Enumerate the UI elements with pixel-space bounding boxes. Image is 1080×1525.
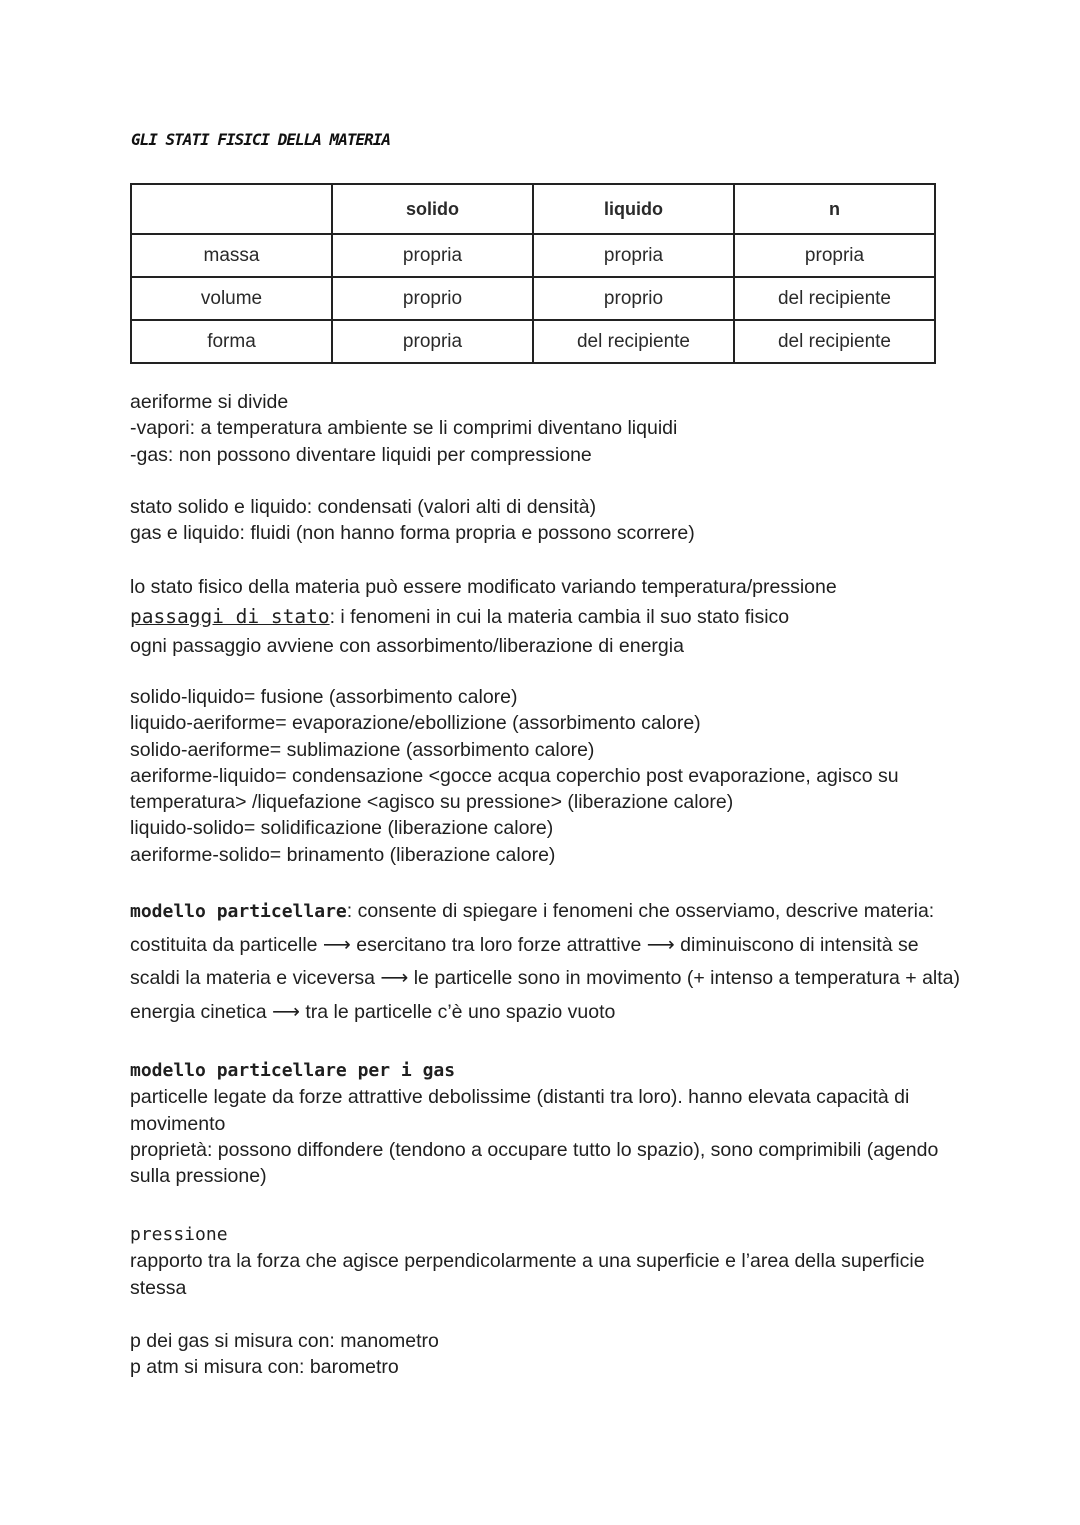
table-header-cell: n: [734, 184, 935, 234]
modello-heading: modello particellare: [130, 901, 347, 922]
table-header-cell: [131, 184, 332, 234]
passaggi-term: passaggi di stato: [130, 605, 330, 628]
text-line: proprietà: possono diffondere (tendono a occupare tutto lo spazio), sono comprimibili (agendo sulla pressione): [130, 1138, 939, 1188]
states-table: [130, 183, 936, 364]
text-line: solido-liquido= fusione (assorbimento calore): [130, 686, 518, 708]
modello-text: : consente di spiegare i fenomeni che osserviamo, descrive materia: costituita da particelle ⟶ esercitano tra loro forze attrattive ⟶ diminuiscono di intensità se scaldi la materia e viceversa ⟶ le particelle sono in movimento (+ intenso a temperatura + alta) energia cinetica ⟶ tra le particelle c’è uno spazio vuoto: [130, 900, 961, 1023]
text-line: liquido-aeriforme= evaporazione/ebollizione (assorbimento calore): [130, 712, 701, 735]
table-cell: propria: [332, 234, 533, 277]
text-line: aeriforme-liquido= condensazione <gocce acqua coperchio post evaporazione, agisco su temperatura> /liquefazione <agisco su pressione> (liberazione calore): [130, 764, 899, 814]
condensati-section: [130, 494, 960, 547]
transizioni-section: [130, 684, 960, 868]
text-line: aeriforme-solido= brinamento (liberazione calore): [130, 843, 556, 866]
pressione-heading: pressione: [130, 1224, 228, 1245]
table-cell: propria: [734, 234, 935, 277]
text-line: aeriforme si divide: [130, 391, 289, 413]
table-row-label: forma: [131, 320, 332, 363]
table-header-cell: solido: [332, 184, 533, 234]
aeriforme-section: [130, 389, 960, 468]
table-row-label: volume: [131, 277, 332, 320]
page-title: GLI STATI FISICI DELLA MATERIA: [131, 130, 390, 149]
modello-paragraph: [130, 895, 960, 1029]
table-row-label: massa: [131, 234, 332, 277]
table-cell: del recipiente: [734, 277, 935, 320]
modello-gas-section: [130, 1058, 960, 1189]
text-line: stato solido e liquido: condensati (valori alti di densità): [130, 496, 597, 518]
table-row: [131, 320, 935, 363]
table-cell: del recipiente: [734, 320, 935, 363]
table-cell: propria: [332, 320, 533, 363]
text-line: -vapori: a temperatura ambiente se li comprimi diventano liquidi: [130, 417, 678, 440]
table-header-row: [131, 184, 935, 234]
text-line: solido-aeriforme= sublimazione (assorbimento calore): [130, 738, 595, 761]
text-line: particelle legate da forze attrattive debolissime (distanti tra loro). hanno elevata capacità di movimento: [130, 1086, 910, 1135]
passaggi-section: [130, 573, 960, 661]
table-header-cell: liquido: [533, 184, 734, 234]
table-cell: del recipiente: [533, 320, 734, 363]
text-line: lo stato fisico della materia può essere modificato variando temperatura/pressione: [130, 576, 837, 598]
table-cell: proprio: [332, 277, 533, 320]
table-row: [131, 234, 935, 277]
text-line: [130, 602, 960, 632]
pressione-section: [130, 1222, 960, 1301]
text-line: p dei gas si misura con: manometro: [130, 1330, 439, 1352]
text-line: gas e liquido: fluidi (non hanno forma propria e possono scorrere): [130, 522, 695, 545]
text-line: liquido-solido= solidificazione (liberazione calore): [130, 817, 554, 840]
misure-section: [130, 1328, 960, 1381]
text-line: rapporto tra la forza che agisce perpendicolarmente a una superficie e l’area della superficie stessa: [130, 1250, 925, 1299]
table-cell: proprio: [533, 277, 734, 320]
text-line: p atm si misura con: barometro: [130, 1356, 399, 1379]
table-row: [131, 277, 935, 320]
text-line: ogni passaggio avviene con assorbimento/liberazione di energia: [130, 635, 684, 657]
passaggi-definition: : i fenomeni in cui la materia cambia il suo stato fisico: [329, 606, 790, 628]
table-cell: propria: [533, 234, 734, 277]
modello-section: [130, 895, 960, 1029]
text-line: -gas: non possono diventare liquidi per compressione: [130, 443, 592, 466]
modello-gas-heading: modello particellare per i gas: [130, 1060, 456, 1081]
